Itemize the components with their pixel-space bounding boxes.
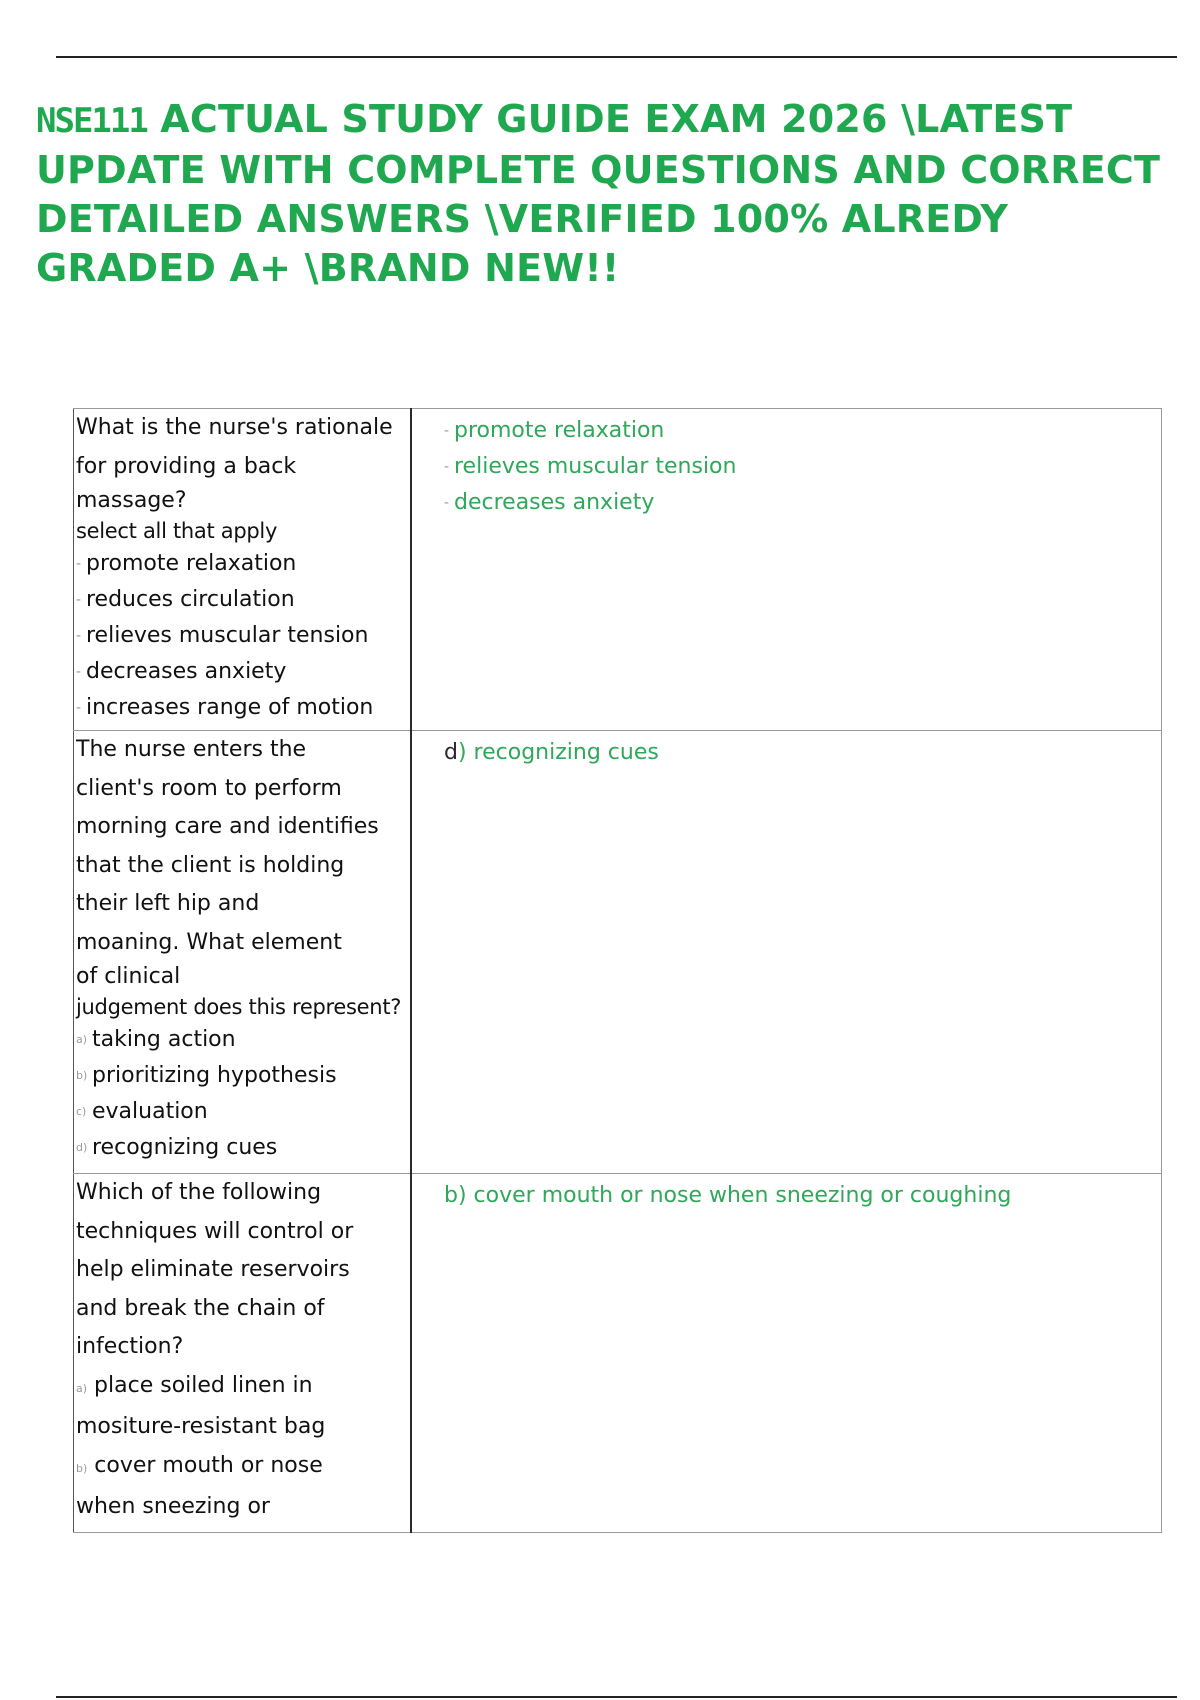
option-marker: b) bbox=[76, 1461, 88, 1475]
option-text: prioritizing hypothesis bbox=[92, 1063, 337, 1088]
option-item bbox=[74, 1408, 410, 1447]
answer-cell bbox=[411, 731, 1162, 1174]
bullet-dash-icon: - bbox=[76, 556, 82, 572]
question-line: that the client is holding bbox=[76, 852, 345, 878]
title-text: ACTUAL STUDY GUIDE EXAM 2026 \LATEST UPDATE WITH COMPLETE QUESTIONS AND CORRECT DETAILED ANSWERS \VERIFIED 100% ALREDY GRADED A+ \BRAND NEW!! bbox=[36, 97, 1161, 290]
answer-cell bbox=[411, 409, 1162, 731]
question-line: morning care and identifies bbox=[76, 814, 379, 839]
option-text: place soiled linen in bbox=[94, 1372, 313, 1398]
question-line: massage? bbox=[76, 488, 187, 513]
qa-row bbox=[74, 731, 1162, 1174]
question-cell bbox=[74, 731, 412, 1174]
answer-text: relieves muscular tension bbox=[454, 454, 737, 479]
option-item bbox=[74, 582, 410, 618]
answer-item bbox=[444, 413, 1161, 449]
option-item bbox=[74, 1094, 410, 1130]
qa-row bbox=[74, 1174, 1162, 1533]
question-cell bbox=[74, 409, 412, 731]
option-marker: a) bbox=[76, 1381, 88, 1395]
option-text: decreases anxiety bbox=[86, 659, 287, 684]
option-item bbox=[74, 654, 410, 690]
question-cell bbox=[74, 1174, 412, 1533]
answer-text: promote relaxation bbox=[454, 418, 665, 443]
option-marker: d) bbox=[76, 1141, 88, 1154]
bullet-dash-icon: - bbox=[76, 628, 82, 644]
option-text: relieves muscular tension bbox=[86, 623, 369, 648]
question-line: their left hip and bbox=[76, 891, 260, 916]
question-line: for providing a back bbox=[76, 453, 297, 479]
option-text: when sneezing or bbox=[76, 1494, 270, 1519]
title-course-code: NSE111 bbox=[36, 101, 147, 141]
answer-item bbox=[444, 735, 1161, 771]
answer-letter: d bbox=[444, 740, 458, 765]
bullet-dash-icon: - bbox=[444, 495, 450, 511]
question-line: infection? bbox=[76, 1334, 184, 1359]
document-title bbox=[36, 95, 1186, 293]
qa-table bbox=[73, 408, 1162, 1533]
bottom-rule bbox=[56, 1696, 1177, 1698]
option-marker: a) bbox=[76, 1033, 88, 1046]
question-line: techniques will control or bbox=[76, 1218, 354, 1244]
option-item bbox=[74, 618, 410, 654]
qa-row bbox=[74, 409, 1162, 731]
option-item bbox=[74, 1367, 410, 1409]
option-item bbox=[74, 1447, 410, 1489]
bullet-dash-icon: - bbox=[76, 592, 82, 608]
option-item bbox=[74, 1058, 410, 1094]
option-marker: c) bbox=[76, 1105, 87, 1118]
option-item bbox=[74, 1130, 410, 1166]
question-line: Which of the following bbox=[76, 1180, 322, 1205]
question-line: The nurse enters the bbox=[76, 737, 307, 762]
option-text: evaluation bbox=[92, 1099, 208, 1124]
bullet-dash-icon: - bbox=[76, 664, 82, 680]
option-text: taking action bbox=[92, 1027, 236, 1052]
bullet-dash-icon: - bbox=[76, 700, 82, 716]
question-line: help eliminate reservoirs bbox=[76, 1257, 350, 1282]
question-line: moaning. What element bbox=[76, 929, 342, 955]
question-line: client's room to perform bbox=[76, 775, 342, 801]
option-text: promote relaxation bbox=[86, 551, 297, 576]
option-text: mositure-resistant bag bbox=[76, 1414, 326, 1439]
option-item bbox=[74, 1488, 410, 1527]
option-item bbox=[74, 546, 410, 582]
option-item bbox=[74, 1022, 410, 1058]
question-prompt: judgement does this represent? bbox=[76, 995, 402, 1019]
answer-cell bbox=[411, 1174, 1162, 1533]
bullet-dash-icon: - bbox=[444, 459, 450, 475]
option-text: reduces circulation bbox=[86, 587, 295, 612]
option-text: recognizing cues bbox=[92, 1135, 278, 1160]
option-item bbox=[74, 690, 410, 726]
answer-item bbox=[444, 449, 1161, 485]
question-prompt: select all that apply bbox=[76, 519, 278, 543]
answer-text: b) cover mouth or nose when sneezing or coughing bbox=[444, 1183, 1012, 1208]
option-text: cover mouth or nose bbox=[94, 1452, 323, 1478]
question-line: of clinical bbox=[76, 964, 181, 989]
question-line: What is the nurse's rationale bbox=[76, 415, 393, 440]
option-marker: b) bbox=[76, 1069, 88, 1082]
top-rule bbox=[56, 56, 1177, 58]
question-line: and break the chain of bbox=[76, 1295, 325, 1321]
bullet-dash-icon: - bbox=[444, 423, 450, 439]
answer-item bbox=[444, 485, 1161, 521]
answer-text: ) recognizing cues bbox=[457, 740, 659, 765]
answer-item bbox=[444, 1178, 1161, 1214]
answer-text: decreases anxiety bbox=[454, 490, 655, 515]
option-text: increases range of motion bbox=[86, 695, 374, 720]
